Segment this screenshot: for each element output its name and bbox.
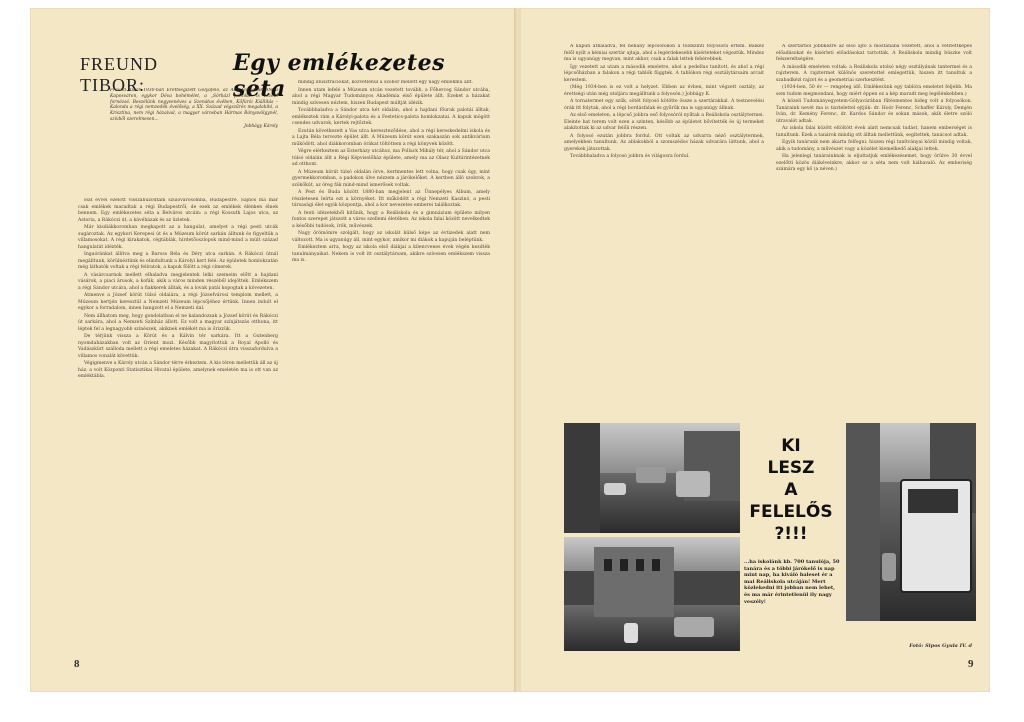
paragraph: A kapun áthaladva, fel néhány lépcsőfokon a földszinti folyosóra értem. Balkéz felől nyílt a kémiai szertár ajtaja, ahol a legérdekesebb kísérleteket végeztük. Mindez ma is ugyanúgy megvan, mint akkor, csak a falak lettek fehérebbek. [564, 44, 764, 62]
photo-credit: Fotó: Sipos Gyula IV. d [909, 643, 972, 649]
photo-building [594, 547, 674, 617]
paragraph: mindig illusztrációkat, közvetlenül a szobor mellett egy nagy emlékmű állt. [298, 80, 473, 85]
paragraph: Ingaóránkat állítva meg a Baross Béla és Déry utca sarkán. A Rákóczi útnál megálltunk, körülnéztünk és elindultunk a Károlyi kert felé. Az épületek homlokzatán még láthatók voltak a régi feliratok, a kapuk fölött a régi címerek. [78, 252, 278, 270]
photo-car [604, 483, 626, 495]
paragraph: Az iskola falai között eltöltött évek alatt nemcsak tudást, hanem emberséget is tanultunk. Ezek a tanárok mindig ott álltak mellettünk, segítettek, tanácsot adtak. [776, 126, 972, 138]
paragraph: (1934-ben, 50 év — rengeteg idő. Emlékezünk egy tablóra emeletet feljebb. Ma sem tudom megmondani, hogy miért éppen ez a kép maradt meg legélénkebben.) [776, 85, 972, 97]
intro-text: Freund Tibor 1930-ban Érettségizett Gólyafélő, az Ady Vochanak 4M a Kaposváron, egykor Déva bohémélet, a „Sörházl pálinka” is vezető fornézsé. Beszélünk negyvenéves a Szenátus évében, Kőfúrói Kiállítás – Kalonda a régi nemzedék évelőség, a XX. Század végszűrés megalakító, a Krisztina, nem régi házaival, a magyar városban Hármas Bányavölgynél, szívből szerelmesen... [110, 88, 278, 122]
photo-window [636, 559, 644, 571]
paragraph: A szertárból jobbkézre az első ajtó a mostanába vezetett, ahol a vetítettképes előadásokat és kísérleti előadásokat tartották. A Reáliskola mindig büszke volt felszereltségére. [776, 44, 972, 62]
slogan-line: KI [781, 436, 801, 456]
paragraph: A folyosó ezután jobbra fordul. Ott voltak az udvarra néző osztálytermek, amelyekben tanultunk. Az ablakokból a szomszédos házak udvarára láttunk, ahol a gyerekek játszottak. [564, 133, 764, 152]
right-column-1 [564, 44, 764, 414]
paragraph: Innen utam lefelé a Múzeum utcán vezetett tovább, a Főherceg Sándor utcába, ahol a régi Magyar Tudományos Akadémia első épülete állt. Ezeket a házakat mindig szívesen néztem, hiszen Budapest múltját idézik. [292, 87, 490, 106]
street-photo-bus [846, 423, 976, 621]
paragraph: Így vezetett az utam a második emeletre, ahol a pedellus tanított, és ahol a régi lépcsőházban a falakon a régi tablók függtek. A tablókon régi osztálytársaim arcait kerestem. [564, 64, 764, 83]
photo-pedestrian [882, 553, 896, 581]
photo-window [652, 559, 660, 571]
paragraph: Továbbhaladva a Sándor utca két oldalán, ahol a hajdani főurak palotái álltak, emlékeztek rám a Károlyi-palota és a Festetics-palota homlokzatai. A kapuk mögött csendes udvarok, kertek rejtőztek. [292, 108, 490, 126]
paragraph: Emlékeztem arra, hogy az iskola első diákjai a kilencvenes évek végén kezdték tanulmányaikat. Nekem is volt itt osztálytársam, akikre szívesen emlékszem vissza ma is. [292, 245, 490, 263]
photo-car [674, 617, 714, 637]
photo-building [846, 423, 880, 621]
photo-window [604, 559, 612, 571]
paragraph: Egyik tanárunk nem akarta felfogni: hiszen régi tanítványai közül mindig voltak, akik a tudomány, a művészet vagy a közélet kiemelkedő alakjai lettek. [776, 140, 972, 152]
paragraph: Már kisdiákkoromban megkapott az a hangulat, amelyet a régi pesti utcák sugároztak. Az egykori Kerepesi út és a Múzeum körút sarkán álltunk és figyeltük a villamosokat. A régi kirakatok, cégtáblák, hirdetőoszlopok mind-mind a múlt század hangulatát idézték. [78, 225, 278, 250]
right-page [520, 8, 990, 692]
paragraph: A közeli Tudományegyetem-Gólyavárában fűtésmentes hideg volt a folyosókon. Tanáraink nevét ma is tisztelettel ejtjük: dr. Hoór Ferenc, Schaffer Károly, Demjén Iván, dr. Kemény Ferenc, dr. Kardos Sándor és sokan mások, akik életre szóló útravalót adtak. [776, 99, 972, 124]
article-author: FREUND TIBOR: [80, 54, 159, 95]
paragraph: A Múzeum körút túlsó oldalán örve, kertmentes lett volna, hogy csak úgy, mint gyermekkoromban, a padokon ülve nézzem a járókelőket. A kertben álló szobrok, a szökőkút, az öreg fák mind-mind ismerősek voltak. [292, 169, 490, 188]
left-page [30, 8, 516, 692]
paragraph: Végigmenve a Károly utcán a Sándor térre érkeztem. A kis téren mellettük áll az új ház, a volt Központi Statisztikai Hivatal épülete, amelynek emeletén ma is ott van az emléktábla. [78, 361, 278, 379]
paragraph: Hat évvel ezelőtt visszahúzódtam szülővárosomba, Budapestre. Sajnos ma már csak emlékek maradtak a régi Budapestről, de ezek az emlékek élénken élnek bennem. Egy emlékezetes séta a Belváros utcáin: a régi Kossuth Lajos utca, az Astoria, a Rákóczi út, a kávéházak és az üzletek. [78, 198, 278, 223]
paragraph: A második emeleten voltak: a Reáliskola utolsó négy osztályának tantermei és a rajzterem. A rajztermet különös szeretettel emlegettük, hiszen itt tanultuk a szabadkézi rajzot és a geometriai szerkesztést. [776, 64, 972, 83]
photo-truck [676, 471, 710, 497]
photo-car [636, 467, 666, 483]
paragraph: Nagy örömömre szolgált, hogy az iskolát külső képe az évtizedek alatt nem változott. Ma is ugyanúgy áll, mint egykor, amikor mi diákok a kapuján beléptünk. [292, 231, 490, 243]
paragraph: A Pest és Buda között 1880-ban megjelent az Ünnepélyes Album, amely részletesen leírta ezt a környéket. Itt működött a régi Nemzeti Kaszinó, a pesti társasági élet egyik központja, ahol a kor nevezetes emberei találkoztak. [292, 190, 490, 208]
photo-block [564, 423, 976, 651]
slogan-line: A [784, 480, 798, 500]
article-headline: Egy emlékezetes séta [232, 50, 445, 102]
left-column-1 [78, 198, 278, 660]
paragraph: Ha jelenlegi tanárainknak is eljuttatjuk emlékezésemet, hogy örülve 30 évvel ezelőtti közös diákéveinkre, akkor ez a séta nem volt hiábavaló. Az emberiség számára egy kő (a néven.) [776, 154, 972, 172]
photo-caption: ...ha iskolánk kb. 700 tanulója, 50 tanára és a többi járókelő is nap mint nap, ha kiváló baleset ér a mai Reáliskola utcáján! Mert közlekedni itt jobban nem lehet, és ma már érintetlenül ily nagy veszély! [744, 559, 840, 605]
right-column-2 [776, 44, 972, 414]
photo-pedestrian [624, 623, 638, 643]
slogan-line: LESZ [767, 458, 815, 478]
magazine-spread [30, 8, 990, 692]
paragraph: A tornatermet egy szűk, sötét folyosó kötötte össze a szertárakkal. A testnevelési órák itt folytak, ahol a régi bordásfalak és gyűrűk ma is ugyanúgy állnak. [564, 99, 764, 111]
slogan-headline [746, 435, 836, 545]
paragraph: (Még 1934-ben is ez volt a helyzet. Ebben az évben, mint végzett osztály, az érettségi után még utoljára megálltunk a folyosón.) Jobbágy K. [564, 85, 764, 97]
paragraph: A vásárcsarnok mellett elhaladva megjelentek lelki szemeim előtt a hajdani vásárok, a piaci árusok, a kofák, akik a város minden részéből idejöttek. Emlékszem a régi Sándor utcára, ahol a fiakkerek álltak, és a lovak patái kopogtak a kövezeten. [78, 272, 278, 291]
paragraph: De térjünk vissza a Körút és a Kálvin tér sarkára. Itt a Gutenberg nyomdaházakban volt az Orient mozi. Később magyítottuk a Royal Apolló és Vadászkürt szálloda mellett a régi emeletes házakat. A Rákóczi útra visszafordulva a villamos vonalát követtük. [78, 334, 278, 359]
photo-window [620, 559, 628, 571]
slogan-line: ?!!! [774, 524, 808, 544]
photo-building [564, 423, 600, 533]
paragraph: Továbbhaladva a folyosó jobbra és világosra fordul. [570, 154, 690, 159]
photo-bus-windshield [908, 489, 958, 513]
page-number-right: 9 [968, 658, 974, 670]
paragraph: Végre elérkeztem az Esterházy utcához, ma Pollack Mihály tér, ahol a Sándor utca túlsó oldalán állt a Régi Képviselőház épülete, amely ma az Olasz Kultúrintézetnek ad otthont. [292, 149, 490, 167]
paragraph: Az első emeleten, a lépcső jobbra eső folyosóról nyíltak a Reáliskola osztálytermei. Eleinte hat terem volt ezen a szinten, később az épületet bővítették és új termeket alakítottak ki az udvar felőli részen. [564, 113, 764, 131]
street-photo-building [564, 537, 740, 651]
paragraph: A fenti idézetekből kitűnik, hogy a Reáliskola és a gimnázium épülete milyen fontos szerepet játszott a város szellemi életében. Az iskola falai között nevelkedtek a későbbi tudósok, írók, művészek. [292, 210, 490, 229]
street-photo-cars [564, 423, 740, 533]
article-intro [110, 88, 278, 194]
page-number-left: 8 [74, 658, 80, 670]
paragraph: Nem állhatom meg, hogy gondolatban el ne kalandozzak a József körút és Rákóczi út sarkára, ahol a Nemzeti Színház állott. Ez volt a magyar színjátszás otthona, itt léptek fel a legnagyobb színészek, akiknek emlékét ma is őrizzük. [78, 313, 278, 332]
slogan-line: FELELŐS [749, 502, 833, 522]
paragraph: Ezután következett a Vas utca kereszteződése, ahol a régi kereskedelmi iskola és a Lajta Béla tervezte épület állt. A Múzeum körút ezen szakaszán sok antikvárium működött, ahol diákkoromban órákat töltöttem a régi könyvek között. [292, 128, 490, 147]
paragraph: Átmenve a József körút túlsó oldalára, a régi Józsefvárosi templom mellett, a Múzeum kertjén keresztül a Nemzeti Múzeum lépcsőjéhez értünk. Innen indult el egykor a forradalom, innen hangzott el a Nemzeti dal. [78, 293, 278, 311]
left-column-2 [292, 80, 490, 660]
intro-signature: Jobbágy Károly [244, 123, 278, 129]
